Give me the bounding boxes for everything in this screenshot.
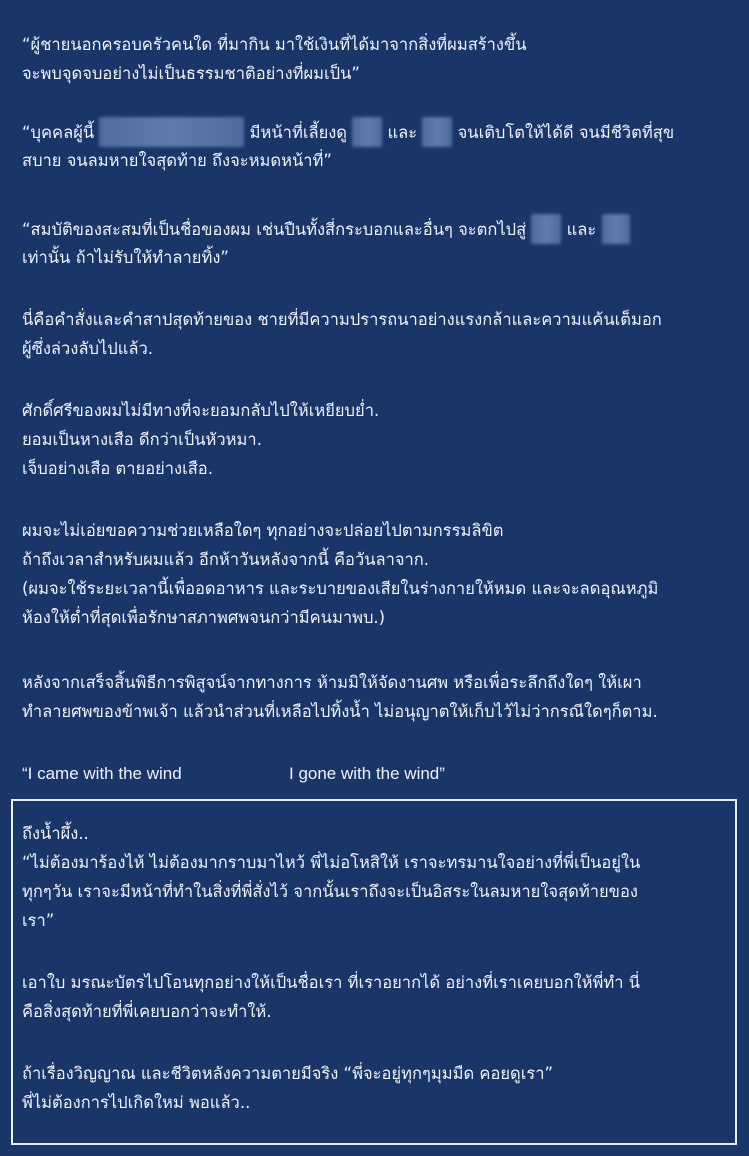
text-segment: มีหน้าที่เลี้ยงดู [244, 123, 353, 142]
wind-quote [22, 760, 445, 788]
text-line: ถึงน้ำผึ้ง.. [22, 824, 89, 843]
text-segment: และ [382, 123, 423, 142]
text-segment: และ [561, 220, 602, 239]
redacted-name-block [531, 214, 561, 244]
text-line: “ผู้ชายนอกครอบครัวคนใด ที่มากิน มาใช้เงินที่ได้มาจากสิ่งที่ผมสร้างขึ้น [22, 35, 527, 54]
personal-note-box [11, 799, 737, 1145]
text-segment: “สมบัติของสะสมที่เป็นชื่อของผม เช่นปืนทั้งสี่กระบอกและอื่นๆ จะตกไปสู่ [22, 220, 532, 239]
text-line: ทำลายศพของข้าพเจ้า แล้วนำส่วนที่เหลือไปทิ้งน้ำ ไม่อนุญาตให้เก็บไว้ไม่ว่ากรณีใดๆก็ตาม. [22, 702, 658, 721]
redacted-name-block [602, 214, 630, 244]
paragraph-curse-outsiders [22, 30, 742, 88]
paragraph-departure [22, 516, 742, 632]
text-line: นี่คือคำสั่งและคำสาปสุดท้ายของ ชายที่มีความปรารถนาอย่างแรงกล้าและความแค้นเต็มอก [22, 310, 662, 329]
note-paragraph-greeting [22, 819, 732, 935]
wind-quote-right: I gone with the wind” [289, 764, 445, 783]
redacted-name-block [352, 117, 382, 147]
text-line: หลังจากเสร็จสิ้นพิธีการพิสูจน์จากทางการ ห้ามมิให้จัดงานศพ หรือเพื่อระลึกถึงใดๆ ให้เผา [22, 673, 642, 692]
text-line: เจ็บอย่างเสือ ตายอย่างเสือ. [22, 459, 213, 478]
text-line: สบาย จนลมหายใจสุดท้าย ถึงจะหมดหน้าที่” [22, 151, 332, 170]
text-line: คือสิ่งสุดท้ายที่พี่เคยบอกว่าจะทำให้. [22, 1002, 272, 1021]
text-line: เรา” [22, 911, 55, 930]
text-line: ถ้าถึงเวลาสำหรับผมแล้ว อีกห้าวันหลังจากนี้ คือวันลาจาก. [22, 550, 430, 569]
text-line: (ผมจะใช้ระยะเวลานี้เพื่ออดอาหาร และระบายของเสียในร่างกายให้หมด และจะลดอุณหภูมิ [22, 579, 659, 598]
text-line: “ไม่ต้องมาร้องไห้ ไม่ต้องมากราบมาไหว้ พี่ไม่อโหสิให้ เราจะทรมานใจอย่างที่พี่เป็นอยู่ใน [22, 853, 641, 872]
paragraph-dignity [22, 396, 742, 483]
text-segment: “บุคคลผู้นี้ [22, 123, 100, 142]
text-line: เท่านั้น ถ้าไม่รับให้ทำลายทิ้ง” [22, 248, 229, 267]
redacted-name-block [99, 117, 244, 147]
paragraph-final-order [22, 305, 742, 363]
text-segment: จนเติบโตให้ได้ดี จนมีชีวิตที่สุข [452, 123, 675, 142]
text-line: พี่ไม่ต้องการไปเกิดใหม่ พอแล้ว.. [22, 1093, 251, 1112]
text-line: ทุกๆวัน เราจะมีหน้าที่ทำในสิ่งที่พี่สั่งไว้ จากนั้นเราถึงจะเป็นอิสระในลมหายใจสุดท้ายของ [22, 882, 638, 901]
note-paragraph-afterlife [22, 1059, 732, 1117]
text-line: ผมจะไม่เอ่ยขอความช่วยเหลือใดๆ ทุกอย่างจะปล่อยไปตามกรรมลิขิต [22, 521, 504, 540]
text-line: จะพบจุดจบอย่างไม่เป็นธรรมชาติอย่างที่ผมเป็น” [22, 64, 360, 83]
text-line: เอาใบ มรณะบัตรไปโอนทุกอย่างให้เป็นชื่อเรา ที่เราอยากได้ อย่างที่เราเคยบอกให้พี่ทำ นี่ [22, 973, 641, 992]
text-line: ถ้าเรื่องวิญญาณ และชีวิตหลังความตายมีจริง “พี่จะอยู่ทุกๆมุมมืด คอยดูเรา” [22, 1064, 554, 1083]
text-line: ผู้ซึ่งล่วงลับไปแล้ว. [22, 339, 153, 358]
paragraph-funeral [22, 668, 742, 726]
text-line [22, 214, 742, 243]
text-line: ยอมเป็นหางเสือ ดีกว่าเป็นหัวหมา. [22, 430, 262, 449]
text-line: ห้องให้ต่ำที่สุดเพื่อรักษาสภาพศพจนกว่ามีคนมาพบ.) [22, 608, 386, 627]
text-line: ศักดิ์ศรีของผมไม่มีทางที่จะยอมกลับไปให้เหยียบย่ำ. [22, 401, 380, 420]
paragraph-guardian [22, 117, 742, 175]
redacted-name-block [422, 117, 452, 147]
paragraph-property [22, 214, 742, 272]
note-paragraph-documents [22, 968, 732, 1026]
text-line [22, 117, 742, 146]
wind-quote-left: “I came with the wind [22, 764, 182, 783]
